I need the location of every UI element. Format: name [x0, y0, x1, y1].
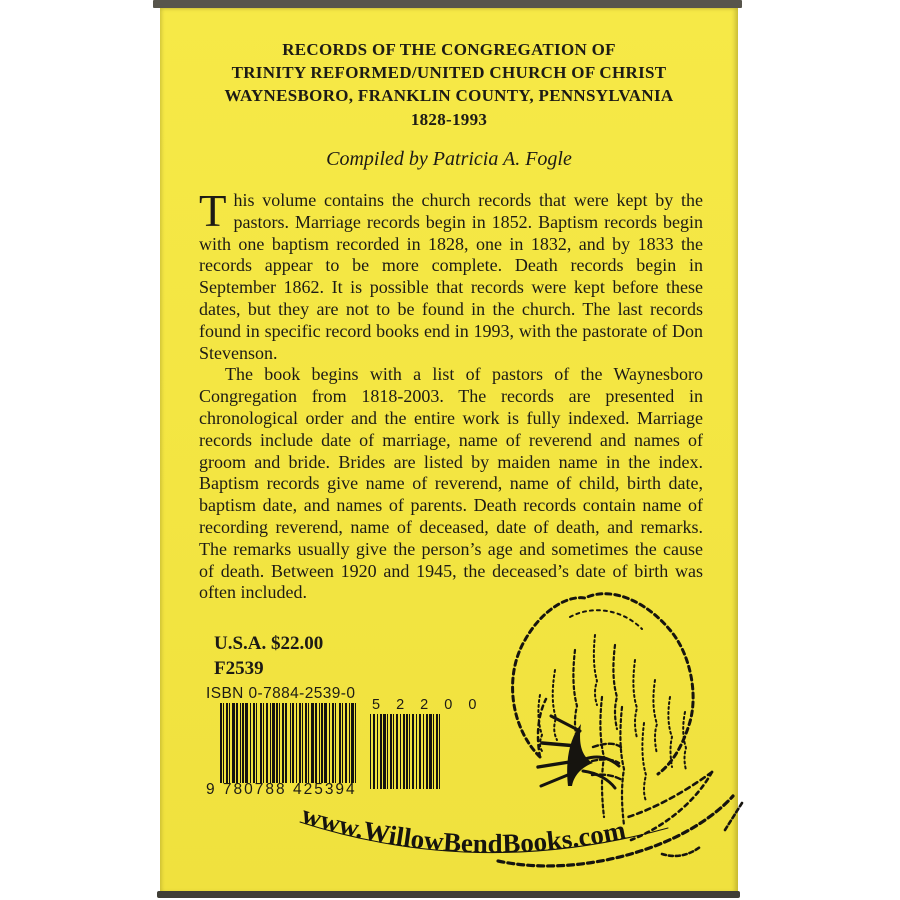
byline: Compiled by Patricia A. Fogle — [326, 148, 572, 170]
book-edge-bottom — [157, 891, 740, 898]
paragraph-1 — [199, 186, 703, 364]
title-line-2: TRINITY REFORMED/UNITED CHURCH OF CHRIST — [231, 63, 667, 83]
price-supplement-barcode — [368, 714, 442, 789]
paragraph-1-text: his volume contains the church records that were kept by the pastors. Marriage records begin in 1852. Baptism records begin with one baptism recorded in 1828, one in 1832, and by 1833 the records appear to be more complete. Death records begin in September 1862. It is possible that records were kept before these dates, but they are not to be found in the church. The last records found in specific record books end in 1993, with the pastorate of Don Stevenson. — [199, 190, 703, 363]
drop-cap: T — [199, 186, 227, 236]
book-edge-top — [153, 0, 742, 8]
website-text: www.WillowBendBooks.com — [298, 799, 629, 859]
title-line-1: RECORDS OF THE CONGREGATION OF — [282, 40, 616, 59]
title-line-4: 1828-1993 — [410, 109, 488, 129]
title-block — [160, 38, 738, 131]
title-line-3: WAYNESBORO, FRANKLIN COUNTY, PENNSYLVANIA — [224, 86, 674, 106]
paragraph-2: The book begins with a list of pastors of the Waynesboro Congregation from 1818-2003. The records are presented in chronological order and the entire work is fully indexed. Marriage records include date of marriage, name of reverend and names of groom and bride. Brides are listed by maiden name in the index. Baptism records give name of reverend, name of child, birth date, baptism date, and names of parents. Death records contain name of recording reverend, name of deceased, date of death, and remarks. The remarks usually give the person’s age and sometimes the cause of death. Between 1920 and 1945, the deceased’s date of birth was often included. — [199, 364, 703, 603]
isbn-ean-digits: 9 780788 425394 — [206, 781, 357, 798]
isbn-barcode — [218, 703, 358, 783]
isbn-label: ISBN 0-7884-2539-0 — [206, 685, 356, 702]
description-text — [199, 186, 703, 604]
catalog-number: F2539 — [214, 658, 264, 679]
back-cover — [160, 8, 738, 893]
price-code-digits: 5 2 2 0 0 — [372, 697, 483, 713]
price-label: U.S.A. $22.00 — [214, 633, 324, 654]
